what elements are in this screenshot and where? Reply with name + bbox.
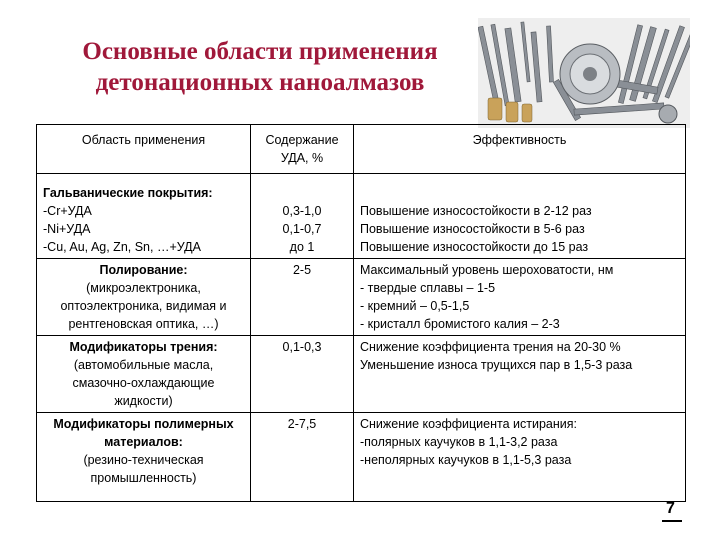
area-title: Модификаторы полимерных материалов: bbox=[53, 417, 234, 449]
page-number-underline bbox=[662, 520, 682, 522]
area-line: (микроэлектроника, оптоэлектроника, видимая и рентгеновская оптика, …) bbox=[60, 281, 227, 331]
effect-line: Уменьшение износа трущихся пар в 1,5-3 раза bbox=[360, 358, 633, 372]
effect-line: - кристалл бромистого калия – 2-3 bbox=[360, 317, 560, 331]
title-line-1: Основные области применения bbox=[82, 38, 438, 65]
table-row bbox=[37, 413, 686, 502]
effect-cell bbox=[354, 413, 686, 502]
tools-illustration bbox=[478, 18, 690, 128]
area-cell bbox=[37, 259, 251, 336]
header-content: Содержание УДА, % bbox=[251, 125, 354, 174]
effect-line: -полярных каучуков в 1,1-3,2 раза bbox=[360, 435, 558, 449]
content-value: 0,3-1,0 bbox=[282, 204, 322, 218]
area-cell bbox=[37, 174, 251, 259]
content-value: 0,1-0,3 bbox=[282, 340, 322, 354]
area-line: (резино-техническая промышленность) bbox=[83, 453, 204, 485]
slide-title bbox=[30, 36, 490, 98]
header-effect: Эффективность bbox=[354, 125, 686, 174]
tools-photo bbox=[478, 18, 690, 128]
area-title: Модификаторы трения: bbox=[69, 340, 218, 354]
table-row bbox=[37, 259, 686, 336]
area-cell bbox=[37, 413, 251, 502]
content-cell bbox=[251, 336, 354, 413]
content-value: 2-7,5 bbox=[287, 417, 317, 431]
content-value: 0,1-0,7 bbox=[282, 222, 322, 236]
table-row bbox=[37, 336, 686, 413]
effect-line: Повышение износостойкости в 2-12 раз bbox=[360, 204, 592, 218]
content-value: 2-5 bbox=[292, 263, 312, 277]
area-title: Полирование: bbox=[99, 263, 188, 277]
area-line: -Ni+УДА bbox=[43, 222, 91, 236]
title-line-2: детонационных наноалмазов bbox=[95, 69, 425, 96]
area-line: -Cr+УДА bbox=[43, 204, 92, 218]
area-cell bbox=[37, 336, 251, 413]
content-cell bbox=[251, 259, 354, 336]
area-line: (автомобильные масла, смазочно-охлаждающие жидкости) bbox=[72, 358, 215, 408]
effect-line: -неполярных каучуков в 1,1-5,3 раза bbox=[360, 453, 572, 467]
effect-line: - кремний – 0,5-1,5 bbox=[360, 299, 470, 313]
content-value: до 1 bbox=[289, 240, 315, 254]
effect-cell bbox=[354, 259, 686, 336]
page-number: 7 bbox=[666, 500, 675, 517]
table-header-row bbox=[37, 125, 686, 174]
content-cell bbox=[251, 413, 354, 502]
effect-line: - твердые сплавы – 1-5 bbox=[360, 281, 496, 295]
effect-line: Повышение износостойкости до 15 раз bbox=[360, 240, 589, 254]
effect-line: Максимальный уровень шероховатости, нм bbox=[360, 263, 614, 277]
applications-table bbox=[36, 124, 686, 502]
content-cell bbox=[251, 174, 354, 259]
header-area: Область применения bbox=[37, 125, 251, 174]
table-row bbox=[37, 174, 686, 259]
area-line: -Cu, Au, Ag, Zn, Sn, …+УДА bbox=[43, 240, 201, 254]
effect-line: Снижение коэффициента трения на 20-30 % bbox=[360, 340, 621, 354]
area-title: Гальванические покрытия: bbox=[43, 186, 213, 200]
effect-line: Снижение коэффициента истирания: bbox=[360, 417, 578, 431]
effect-cell bbox=[354, 174, 686, 259]
effect-cell bbox=[354, 336, 686, 413]
effect-line: Повышение износостойкости в 5-6 раз bbox=[360, 222, 585, 236]
